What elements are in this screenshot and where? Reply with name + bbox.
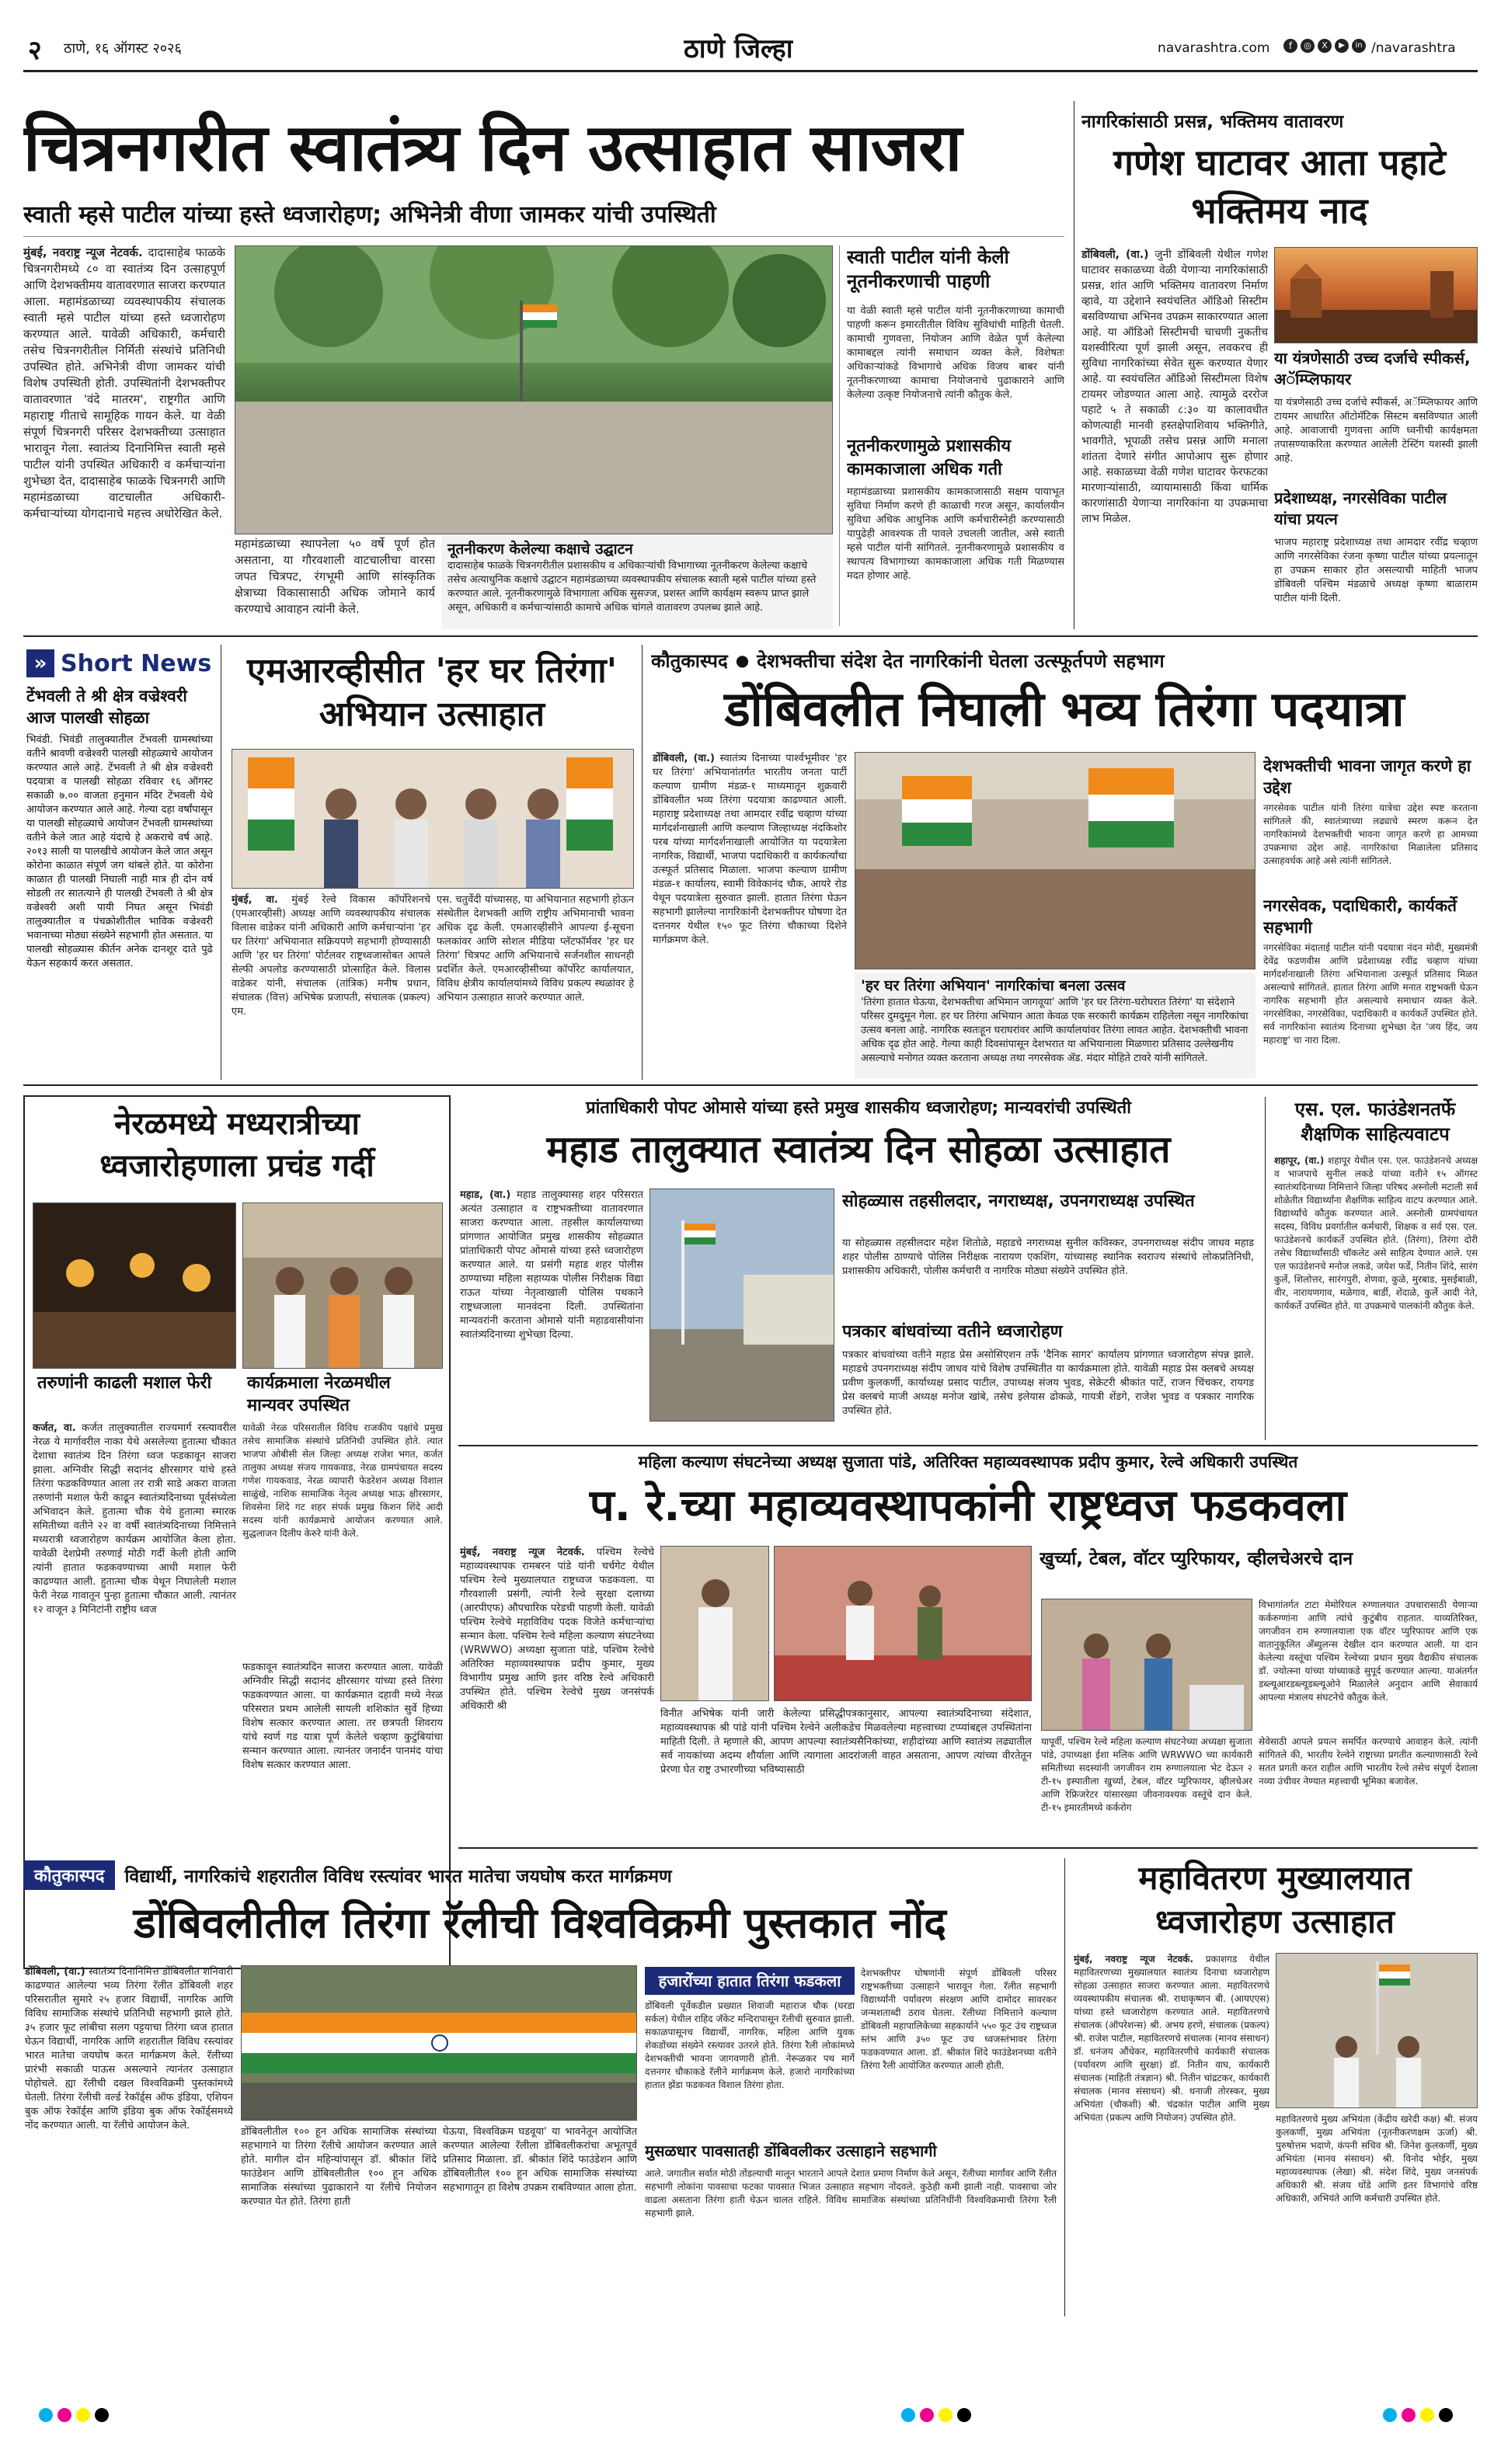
short-news-head: टेंभवली ते श्री क्षेत्र वज्रेश्वरी आज पालखी सोहळा [26,687,187,727]
lead-subhead: स्वाती म्हसे पाटील यांच्या हस्ते ध्वजारोहण; अभिनेत्री वीणा जामकर यांची उपस्थिती [23,201,716,228]
linkedin-icon[interactable]: in [1352,39,1366,53]
ganesh-sub-1: या यंत्रणेसाठी उच्च दर्जाचे स्पीकर्स, अॅम्प्लिफायर [1274,349,1471,388]
mahad-sub-2-text: पत्रकार बांधवांच्या वतीने महाड प्रेस असोसिएशन तर्फे 'दैनिक सागर' कार्यालय प्रांगणात ध्वजारोहण संपन्न झाले. महाडचे उपनगराध्यक्ष संदीप जाधव यांचे विशेष उपस्थितीत या कार्यक्रमाला होते. यावेळी महाड प्रेस क्लबचे अध्यक्ष प्रवीण कुलकर्णी, कार्याध्यक्ष प्रसाद पाटील, उपाध्यक्ष संजय भुवड, सेक्रेटरी श्रीकांत पार्टे, राजन चिंचकर, रायगड प्रेस क्लबचे माजी अध्यक्ष मनोज खांबे, तसेच इलेयास ढोकळे, गायत्री शेंडगे, राजेश भुवड व पत्रकार नागरिक उपस्थित होते. [842,1349,1254,1417]
rally-banner: हजारोंच्या हातात तिरंगा फडकला [645,1967,855,1995]
wr-sub-text-3: सेवेसाठी आपले प्रयत्न समर्पित करण्याचे आवाहन केले. त्यांनी सांगितले की, भारतीय रेल्वेने राष्ट्राच्या प्रगतीत कल्याणासाठी रेल्वे सतत प्रगती करत राहील आणि भारतीय रेल्वे तसेच संपूर्ण देशाला नव्या उंचीवर नेण्यात महत्त्वाची भूमिका बजावेल. [1259,1736,1478,1787]
yatra-caption [855,973,1255,1078]
yellow-mark [1420,2408,1434,2422]
ganesh-body: जुनी डोंबिवली येथील गणेश घाटावर सकाळच्या वेळी येणाऱ्या नागरिकांसाठी प्रसन्न, शांत आणि भक्तिमय वातावरण निर्माण व्हावे, या उद्देशाने स्वयंचलित ऑडिओ सिस्टीम बसविण्याचा अभिनव उपक्रम साकारण्यात आला आहे. या ऑडिओ सिस्टीमची चाचणी नुकतीच यशस्वीरित्या पूर्ण झाली असून, लवकरच ही सुविधा नागरिकांच्या सेवेत सुरू करण्यात येणार आहे. या स्वयंचलित ऑडिओ सिस्टीमला विशेष टायमर जोडण्यात आला आहे. त्यामुळे दररोज पहाटे ५ ते सकाळी ८:३० या कालावधीत कोणत्याही मानवी हस्तक्षेपाशिवाय भक्तिगीते, भावगीते, भूपाळी तसेच प्रसन्न आणि मनाला शांतता देणारे संगीत आपोआप सुरू होणार आहे. सकाळच्या वेळी गणेश घाटावर फेरफटका मारणाऱ्यांसाठी, व्यायामासाठी किंवा धार्मिक कारणांसाठी येणाऱ्या नागरिकांना या उपक्रमाचा लाभ मिळेल. [1081,249,1268,525]
page-header [0,0,1501,75]
double-chevron-icon: » [26,649,54,677]
wr-dateline: मुंबई, नवराष्ट्र न्यूज नेटवर्क. [460,1547,585,1558]
site-url[interactable]: navarashtra.com [1158,40,1270,56]
crowd-illustration [235,246,833,534]
short-news-text: भिवंडी. भिवंडी तालुक्यातील टेंभवली ग्रामस्थांच्या वतीने श्रावणी वज्रेश्वरी पालखी सोहळ्याचे आयोजन करण्यात आले आहे. टेंभवली ते श्री क्षेत्र वज्रेश्वरी पदयात्रा व पालखी सोहळा रविवार १६ ऑगस्ट सकाळी ७.०० वाजता हनुमान मंदिर टेंभवली येथे आयोजन करण्यात आले आहे. गेल्या दहा वर्षांपासून या पालखी सोहळ्याचे आयोजन टेंभवली ग्रामस्थांच्या वतीने केले जात आहे यंदाचे हे अकराचे वर्ष आहे. २०१३ साली या पालखीचे आयोजन केले जात असून कोरोना काळात संपूर्ण जग थांबले होते. या कोरोना काळात ही पालखी निघाली नाही मात्र ही दोन वर्ष सोडली तर सातत्याने ही पालखी टेंभवली ते श्री क्षेत्र वज्रेश्वरी अशी पायी निघत असून भिवंडी तालुक्यातील व पंचक्रोशीतील भाविक वज्रेश्वरी भवानाच्या मोठ्या संख्येने सहभागी होत असतात. या पालखी सोहळ्यास कीर्तन अनेक दानशूर दाते पुढे येऊन सहकार्य करत असतात. [26,734,213,969]
parade-illustration [775,1547,1032,1701]
neral-photo-1 [33,1202,236,1369]
wr-text-2: विनीत अभिषेक यांनी जारी केलेल्या प्रसिद्धीपत्रकानुसार, आपल्या स्वातंत्र्यदिनाच्या संदेशात, महाव्यवस्थापक श्री पांडे यांनी पश्चिम रेल्वेने अलीकडेच मिळवलेल्या महत्त्वाच्या टप्प्यांबद्दल उपस्थितांना माहिती दिली. ते म्हणाले की, आपण आपल्या स्वातंत्र्यसैनिकांच्या, शहीदांच्या आणि स्वातंत्र्य लढ्यातील सर्व नायकांच्या अदम्य शौर्याला आणि त्यागाला आदरांजली वाहत असताना, आपण त्यांच्या वीरतेतून प्रेरणा घेत राष्ट्र उभारणीच्या भविष्यासाठी [660,1708,1032,1776]
facebook-icon[interactable]: f [1283,39,1297,53]
donation-illustration [1042,1599,1252,1731]
mahad-body: महाड तालुक्यासह शहर परिसरात अत्यंत उत्साहात व राष्ट्रभक्तीच्या वातावरणात साजरा करण्यात आला. तहसील कार्यालयाच्या प्रांगणात आयोजित प्रमुख शासकीय सोहळ्यात प्रांताधिकारी पोपट ओमासे यांच्या हस्ते ध्वजारोहण करण्यात आले. या प्रसंगी महाड शहर पोलीस ठाण्याच्या महिला सहाय्यक पोलीस निरीक्षक विद्या राऊत यांच्या नेतृत्वाखाली पोलिस पथकाने राष्ट्रध्वजाला मानवंदना दिली. उपस्थितांना मान्यवरांनी करताना ओमासे यांनी महाडवासीयांना स्वातंत्र्यदिनाच्या शुभेच्छा दिल्या. [460,1189,643,1341]
shahapur-body: शहापूर येथील एस. एल. फाउंडेशनचे अध्यक्ष व भाजपाचे सुनील लकडे यांच्या वतीने १५ ऑगस्ट स्वातंत्र्यदिनाच्या निमित्ताने जिल्हा परिषद अस्नोली मटाली सर्व शोळेतीत विद्यार्थ्यांना शैक्षणिक साहित्य वाटप करण्यात आले. विद्यार्थ्यांचे कौतुक करण्यात आले. अस्नोली ग्रामपंचायत सदस्य, विविध प्रवर्गातील कर्मचारी, शिक्षक व सर्व एस. एल. फाउंडेशनचे कार्यकर्ते उपस्थित होते. (तिरंगा), तिरंगा दोरी तसेच विद्यार्थ्यांसाठी चॉकलेट असे साहित्य देण्यात आले. एस एल फाउंडेशनचे मनोज लकडे, जयेश फर्डे, नितीन शिंदे, सारंग कुर्ले, शिलोत्तर, सारंगपुरी, शेणवा, कुळे, मुरबाड, मुसईबाळी, वीर, नारायणगाव, मळेगाव, बार्डी, शेंदाळे, कुर्ले आदी नेते, कार्यकर्ते उपस्थित होते. या उपक्रमाचे पालकांनी कौतुक केले. [1274,1155,1478,1311]
ganesh-kicker: नागरिकांसाठी प्रसन्न, भक्तिमय वातावरण [1081,112,1344,132]
wr-photo-2 [774,1546,1032,1701]
rally-illustration [855,753,1255,969]
yatra-text [653,752,847,1078]
shahapur-text [1274,1154,1478,1437]
social-icons [1283,39,1367,57]
mrvc-headline: एमआरव्हीसीत 'हर घर तिरंगा' अभियान उत्साहात [246,651,618,734]
lead-headline: चित्रनगरीत स्वातंत्र्य दिन उत्साहात साजरा [23,110,962,186]
mahavitaran-flag-illustration [1276,1954,1478,2108]
mrvc-body-1: मुंबई रेल्वे विकास कॉर्पोरेशनचे (एमआरव्हीसी) अध्यक्ष आणि व्यवस्थापकीय संचालक विलास वाडेकर यांनी अधिकारी आणि कर्मचाऱ्यांना 'हर घर तिरंगा' अभियानात सक्रियपणे सहभागी होण्यासाठी आणि 'हर घर तिरंगा' पोर्टलवर राष्ट्रध्वजासोबत आपले सेल्फी अपलोड करण्यासाठी प्रोत्साहित केले. विलास वाडेकर यांनी, संचालक (तांत्रिक) मनीष प्रधान, संचालक (वित्त) अभिषेक प्रजापती, संचालक (प्रकल्प) एम. [232,894,430,1018]
social-handle[interactable]: /navarashtra [1371,40,1456,56]
dignitaries-illustration [243,1203,443,1369]
mahad-sub-1-text: या सोहळ्यास तहसीलदार महेश शितोळे, महाडचे नगराध्यक्ष सुनील कविस्कर, उपनगराध्यक्ष संदीप जाधव महाड शहर पोलीस ठाण्याचे पोलिस निरीक्षक नारायण एकशिंग, यांच्यासह स्थानिक स्वराज्य संस्थांचे लोकप्रतिनिधी, प्रशासकीय अधिकारी, पोलीस कर्मचारी व नागरिक मोठ्या संख्येने उपस्थित होते. [842,1237,1254,1277]
rally-right-text: देशभक्तीपर घोषणांनी संपूर्ण डोंबिवली परिसर राष्ट्रभक्तीच्या उत्साहाने भारावून गेला. रॅलीत सहभागी विद्यार्थ्यांनी पर्यावरण संरक्षण आणि दामोदर सावरकर जन्मशताब्दी ठराव घेतला. रॅलीच्या निमित्ताने कल्याण डोंबिवली महापालिकेच्या सहकार्याने ५५० फूट उंच राष्ट्रध्वज स्तंभ आणि ३५० फूट उच ध्वजस्तंभावर तिरंगा फडकवण्यात आला. डॉ. श्रीकांत शिंदे फाउंडेशनच्या वतीने तिरंगा रैली आयोजित करण्यात आली होती. [861,1968,1057,2071]
neral-body-1: कर्जत तालुक्यातील राज्यमार्ग रस्त्यावरील नेरळ ये मार्गावरील नाका येथे असलेल्या हुतात्मा चौकात देशाचा स्वातंत्र्य दिन तिरंगा ध्वज फडकावून साजरा झाला. अग्निवीर सिद्धी सदानंद क्षीरसागर यांचे हस्ते तिरंगा फडकविण्यात आला तर रात्री साडे अकरा वाजता तरुणांनी मशाल फेरी काढून स्वातंत्र्यदिनाच्या पूर्वसंध्येला अभिवादन केले. हुतात्मा चौक येथे हुतात्मा स्मारक समितीच्या वतीने २२ वा वर्षी स्वातंत्र्यदिनाच्या निमित्ताने मध्यरात्री ध्वजारोहण कार्यक्रम आयोजित केला होता. यावेळी देशप्रेमी तरुणाई मोठी गर्दी केली होती आणि त्यांनी हातात फडकवण्याच्या आधी मशाल फेरी काढण्यात आली. हुतात्मा चौक येथून निघालेली मशाल फेरी नेरळ गावातून पुन्हा हुतात्मा चौकात आली. त्यानंतर १२ वाजून ३ मिनिटांनी राष्ट्रीय ध्वज [33,1422,236,1616]
rally-mid-text: डोंबिवली पूर्वेकडील प्रख्यात शिवाजी महाराज चौक (घरडा सर्कल) येथील राहिद जॅकेट मन्दिरापासून रॅलीची सुरुवात झाली. सकाळपासूनच विद्यार्थी, नागरिक, महिला आणि युवक शेकडोंच्या संख्येने रस्त्यावर उतरले होते. तिरंगा रैली लोकांमध्ये देशभक्तीची भावना जागवणारी होती. नेरूळकर पथ मार्गे दत्तनगर चौकाकडे रॅलीने मार्गक्रमण केले. हजारो नागरिकांच्या हातात झेंडा फडकवत विशाल तिरंगा होता. [645,2000,855,2090]
mahavitaran-text [1074,1953,1269,2310]
lead-column-2: महामंडळाच्या स्थापनेला ५० वर्षे पूर्ण होत असताना, या गौरवशाली वाटचालीचा वारसा जपत चित्रपट, रंगभूमी आणि सांस्कृतिक क्षेत्राच्या विकासासाठी अधिक जोमाने कार्य करण्याचे आवाहन त्यांनी केले. [235,537,435,616]
lead-photo-caption-title: नूतनीकरण केलेल्या कक्षाचे उद्घाटन [448,541,633,558]
ganesh-sub-2: प्रदेशाध्यक्ष, नगरसेविका पाटील यांचा प्रयत्न [1274,489,1447,528]
lead-side-text-2: महामंडळाच्या प्रशासकीय कामकाजासाठी सक्षम पायाभूत सुविधा निर्माण करणे ही काळाची गरज असून, कार्यालयीन सुविधा अधिक आधुनिक आणि कर्मचारीस्नेही करण्यासाठी यापुढेही आवश्यक ती पावले उचलली जातील, असे स्वाती म्हसे पाटील यांनी सांगितले. नूतनीकरणामुळे प्रशासकीय व स्थापत्य विभागाच्या कामकाजाला अधिक गती मिळण्यास मदत होणार आहे. [847,486,1064,582]
mahavitaran-headline: महावितरण मुख्यालयात ध्वजारोहण उत्साहात [1138,1859,1412,1940]
yatra-caption-title: 'हर घर तिरंगा अभियान' नागरिकांचा बनला उत्सव [861,977,1126,994]
lead-photo-caption-text: दादासाहेब फाळके चित्रनगरीतील प्रशासकीय व अधिकाऱ्यांची विभागाच्या नूतनीकरण केलेल्या कक्षाचे तसेच अत्याधुनिक कक्षाचे उद्घाटन महामंडळाच्या व्यवस्थापकीय संचालक स्वाती म्हसे पाटील यांच्या हस्ते करण्यात आले. नूतनीकरणामुळे विभागाला अधिक सुसज्ज, प्रशस्त आणि कार्यक्षम स्वरूप प्राप्त झाले असून, अधिकारी व कर्मचाऱ्यांसाठी कामाचे अधिक चांगले वातावरण उपलब्ध झाले आहे. [448,560,817,614]
header-rule [23,70,1478,72]
wr-photo-3 [1041,1599,1252,1731]
mrvc-dateline: मुंबई, वा. [232,894,278,906]
neral-caption-2: कार्यक्रमाला नेरळमधील मान्यवर उपस्थित [247,1373,391,1415]
ganesh-text [1081,247,1268,635]
rally-subhead: विद्यार्थी, नागरिकांचे शहरातील विविध रस्त्यांवर भारत मातेचा जयघोष करत मार्गक्रमण [124,1867,672,1887]
yatra-kicker: कौतुकास्पद [651,649,728,672]
lead-dateline: मुंबई, नवराष्ट्र न्यूज नेटवर्क. [23,245,143,259]
neral-text-2: यावेळी नेरळ परिसरातील विविध राजकीय पक्षांचे प्रमुख तसेच सामाजिक संस्थांचे प्रतिनिधी उपस्थित होते. त्यात भाजपा ओबीसी सेल जिल्हा अध्यक्ष राजेश भगत, कर्जत तालुका अध्यक्ष संजय गायकवाड, नेरळ ग्रामपंचायत सदस्य गणेश गायकवाड, नेरळ व्यापारी फेडरेशन अध्यक्ष विशाल साळुंखे, नाशिक सामाजिक नेतृत्व अध्यक्ष भाऊ क्षीरसागर, शिवसेना शिंदे गट शहर संपर्क प्रमुख किशन शिंदे आदी सदस्य यांनी कार्यक्रमाचे आयोजन करण्यात आले. सुद्धलाजन दिलीप केरुरे यांनी केले. [242,1422,443,1539]
section-title: ठाणे जिल्हा [684,33,793,64]
lead-side-head-1: स्वाती पाटील यांनी केली नूतनीकरणाची पाहणी [847,246,1009,292]
cyan-mark [39,2408,53,2422]
yatra-headline: डोंबिवलीत निघाली भव्य तिरंगा पदयात्रा [724,680,1405,737]
bullet-icon: ● [735,651,750,670]
rally-kicker-bar [23,1858,1057,1892]
torch-rally-illustration [33,1203,236,1369]
wr-headline: प. रे.च्या महाव्यवस्थापकांनी राष्ट्रध्वज फडकवला [589,1481,1347,1531]
registration-marks-left [39,2408,132,2427]
cyan-mark [901,2408,915,2422]
registration-marks-center [901,2408,994,2427]
x-icon[interactable]: X [1318,39,1332,53]
black-mark [957,2408,971,2422]
registration-marks-right [1383,2408,1476,2427]
mahavitaran-dateline: मुंबई, नवराष्ट्र न्यूज नेटवर्क. [1074,1954,1193,1965]
mahavitaran-photo [1276,1953,1478,2108]
rally-headline: डोंबिवलीतील तिरंगा रॅलीची विश्वविक्रमी पुस्तकात नोंद [134,1898,946,1947]
ganesh-dateline: डोंबिवली, (वा.) [1081,249,1149,261]
yatra-caption-text: 'तिरंगा हातात घेऊया, देशभक्तीचा अभिमान जागवूया' आणि 'हर घर तिरंगा-घरोघरात तिरंगा' या संदेशाने परिसर दुमदुमून गेला. हर घर तिरंगा अभियान आता केवळ एक सरकारी कार्यक्रम राहिलेला नसून नागरिकांचा उत्सव बनला आहे. नागरिक स्वतःहून घराघरांवर आणि कार्यालयांवर तिरंगा लावत आहेत. देशभक्तीची भावना अधिक दृढ होत आहे. गेल्या काही दिवसांपासून देशभरात या अभियानाला मिळणारा प्रतिसाद उल्लेखनीय असल्याचे मनोगत व्यक्त करताना अध्यक्ष तथा नगरसेवक ॲड. मंदार मोहिते टावरे यांनी सांगितले. [861,997,1249,1064]
yatra-kicker-bar [651,645,1478,676]
ghat-illustration [1275,248,1478,343]
lead-side-head-2: नूतनीकरणामुळे प्रशासकीय कामकाजाला अधिक गती [847,437,1012,479]
page-number: २ [28,35,42,66]
rally-photo-text: डोंबिवलीतील १०० हून अधिक सामाजिक संस्थांच्या सहभागाने या तिरंगा रॅलीचे आयोजन करण्यात आले होते. मागील दोन महिन्यांपासून डॉ. श्रीकांत शिंदे फाउंडेशन आणि डोंबिवलीतील १०० हून अधिक सामाजिक संस्थांच्या पुढाकाराने या रॅलीचे नियोजन करण्यात येत होते. तिरंगा हाती [241,2126,437,2208]
lead-column-1 [23,245,225,664]
lead-photo [235,245,833,534]
flag-hoisting-illustration [650,1189,834,1422]
yatra-sub-2-text: नगरसेविका मंदाताई पाटील यांनी पदयात्रा नंदन मोदी, मुख्यमंत्री देवेंद्र फडणवीस आणि प्रदेशाध्यक्ष रवींद्र चव्हाण यांच्या मार्गदर्शनाखाली तिरंगा अभियानाला उत्स्फूर्त प्रतिसाद मिळत असल्याचे सांगितले. हातात तिरंगा आणि मनात राष्ट्रभक्ती घेऊन नागरिक सहभागी होत असल्याचे समाधान व्यक्त केले. नगरसेविका, नगरसेविका, पदाधिकारी व कार्यकर्ते उपस्थित होते. सर्व नागरिकांना स्वातंत्र्य दिनाच्या शुभेच्छा देत 'जय हिंद, जय महाराष्ट्र' चा नारा दिला. [1263,942,1478,1046]
wr-sub-text: विभागांतर्गत टाटा मेमोरियल रुग्णालयात उपचारासाठी येणाऱ्या कर्करुग्णांना आणि त्यांचे कुटुंबीय राहतात. याव्यतिरिक्त, जगजीवन राम रुग्णालयाला एक वॉटर प्युरिफायर आणि एक वातानुकूलित अँब्युलन्स देखील दान करण्यात आली. या दान केलेल्या वस्तूंचा पश्चिम रेल्वेच्या प्रधान मुख्य वैद्यकीय संचालक डॉ. ज्योत्स्ना यांच्या यांच्याकडे सुपूर्द करण्यात आल्या. याअंतर्गत डब्ल्यूआरडब्ल्यूडब्ल्यूओने मिळालेले अनुदान आणि सेवाकार्य आपल्या मंत्रालय संघटनेचे कौतुक केले. [1259,1599,1478,1703]
black-mark [1439,2408,1453,2422]
wr-text [460,1546,654,1841]
mrvc-photo [232,749,634,889]
wr-kicker: महिला कल्याण संघटनेच्या अध्यक्ष सुजाता पांडे, अतिरिक्त महाव्यवस्थापक प्रदीप कुमार, रेल्वे अधिकारी उपस्थित [638,1453,1298,1471]
wr-sub-text-2: यापूर्वी, पश्चिम रेल्वे महिला कल्याण संघटनेच्या अध्यक्षा सुजाता पांडे, उपाध्यक्षा ईशा मलिक आणि WRWWO च्या कार्यकारी समितीच्या सदस्यांनी जगजीवन राम रुग्णालयाला भेट देऊन २ टी-१५ इस्पातीला खुर्च्या, टेबल, वॉटर प्युरिफायर, व्हीलचेअर आणि रेफ्रिजरेटर यांसारख्या जीवनावश्यक वस्तूंचे दान केले. टी-१५ इमारतीमध्ये कर्करोग [1041,1736,1252,1813]
mrvc-text-1 [232,893,430,1077]
mahavitaran-body: प्रकाशगड येथील महावितरणच्या मुख्यालयात स्वातंत्र्य दिनाचा ध्वजारोहण सोहळा उत्साहात साजरा करण्यात आला. महावितरणचे व्यवस्थापकीय संचालक श्री. राधाकृष्णन बी. (आयएएस) यांच्या हस्ते ध्वजारोहण करण्यात आले. महावितरणचे संचालक (ऑपरेशन्स) श्री. अभय हरणे, संचालक (प्रकल्प) श्री. राजेश पाटील, महावितरणचे संचालक (मानव संसाधन) डॉ. धनंजय औंधेकर, महावितरणीचे कार्यकारी संचालक (पर्यावरण आणि सुरक्षा) डॉ. नितीन वाघ, कार्यकारी संचालक (माहिती तंत्रज्ञान) श्री. नितीन चांद्रटकर, कार्यकारी संचालक (मानव संसाधन) श्री. धनाजी तोरस्कर, मुख्य अभियंता (चौकशी) श्री. चंद्रकांत पाटील आणि मुख्य अभियंता (प्रकल्प आणि नियोजन) उपस्थित होते. [1074,1954,1269,2123]
yatra-subhead: देशभक्तीचा संदेश देत नागरिकांनी घेतला उत्स्फूर्तपणे सहभाग [757,649,1165,672]
mahad-dateline: महाड, (वा.) [460,1189,511,1201]
magenta-mark [57,2408,71,2422]
yatra-sub-2: नगरसेवक, पदाधिकारी, कार्यकर्ते सहभागी [1263,896,1457,937]
neral-headline: नेरळमध्ये मध्यरात्रीच्या ध्वजारोहणाला प्रचंड गर्दी [99,1106,374,1184]
ganesh-sub-1-text: या यंत्रणेसाठी उच्च दर्जाचे स्पीकर्स, अॅम्प्लिफायर आणि टायमर आधारित ऑटोमॅटिक सिस्टम बसविण्यात आली आहे. आवाजाची गुणवत्ता आणि ध्वनीची कार्यक्षमता तपासण्याकरिता करण्यात आलेली टेस्टिंग यशस्वी झाली आहे. [1274,397,1478,465]
yatra-sub-1: देशभक्तीची भावना जागृत करणे हा उद्देश [1263,757,1471,797]
officials-illustration [232,750,634,889]
yellow-mark [76,2408,90,2422]
lead-side-text-1: या वेळी स्वाती म्हसे पाटील यांनी नूतनीकरणाच्या कामाची पाहणी करून इमारतीतील विविध सुविधांची माहिती घेतली. कामाची गुणवत्ता, नियोजन आणि वेळेत पूर्ण केलेल्या कामाबद्दल त्यांनी समाधान व्यक्त केले. विशेषतः अधिकाऱ्यांकडे विभागाचे अधिक विजय बाबर यांनी नूतनीकरणाच्या कामाचा नियोजनाचे पुढाकाराने आणि केलेल्या उत्कृष्ट नियोजनाचे त्यांनी कौतुक केले. [847,305,1064,401]
short-news-title: Short News [61,649,212,677]
yatra-sub-1-text: नगरसेवक पाटील यांनी तिरंगा यात्रेचा उद्देश स्पष्ट करताना सांगितले की, स्वातंत्र्याच्या लढ्याचे स्मरण करून देत नागरिकांमध्ये देशभक्तीची भावना जागृत करणे हा आमच्या उपक्रमाचा उद्देश आहे. नागरिकांचा मिळालेला प्रतिसाद उत्साहवर्धक आहे असे त्यांनी सांगितले. [1263,802,1478,866]
shahapur-dateline: शहापूर, (वा.) [1274,1155,1325,1166]
wr-body: पश्चिम रेल्वेचे महाव्यवस्थापक रामबरन पांडे यांनी चर्चगेट येथील पश्चिम रेल्वे मुख्यालयात राष्ट्रध्वज फडकवला. या गौरवशाली प्रसंगी, त्यांनी रेल्वे सुरक्षा दलाच्या (आरपीएफ) औपचारिक परेडची पाहणी केली. यावेळी पश्चिम रेल्वेचे महाविविध पदक विजेते कर्मचाऱ्यांचा सन्मान केला. पश्चिम रेल्वे महिला कल्याण संघटनेच्या (WRWWO) अध्यक्षा सुजाता पांडे, पश्चिम रेल्वेचे अतिरिक्त महाव्यवस्थापक प्रदीप कुमार, मुख्य विभागीय प्रमुख आणि इतर वरिष्ठ रेल्वे अधिकारी उपस्थित होते. पश्चिम रेल्वेचे मुख्य जनसंपर्क अधिकारी श्री [460,1547,654,1712]
rally-mid-sub: मुसळधार पावसातही डोंबिवलीकर उत्साहाने सहभागी [645,2142,937,2160]
mahad-sub-2: पत्रकार बांधवांच्या वतीने ध्वजारोहण [842,1322,1063,1342]
short-news-badge [26,648,213,679]
mrvc-text-2: एस. चतुर्वेदी यांच्यासह, या अभियानात सहभागी होऊन संस्थेतील देशभक्ती आणि राष्ट्रीय अभिमानाची भावना अधिक दृढ केली. एमआरव्हीसीने आपल्या ई-सूचना फलकांवर आणि सोशल मीडिया प्लॅटफॉर्मवर 'हर घर तिरंगा' चित्रपट आणि अभियानाचे सर्जनशील साधनही प्रदर्शित केले. एमआरव्हीसीच्या कॉर्पोरेट कार्यालयात, विविध क्षेत्रीय कार्यालयांमध्ये विविध प्रकल्प स्थळांवर हे अभियान उत्साहात साजरे करण्यात आले. [437,894,634,1004]
rally-photo-text-2: घेऊया, विश्वविक्रम घडवूया' या भावनेतून आयोजित करण्यात आलेल्या रॅलीला डोंबिवलीकरांचा अभूतपूर्व प्रतिसाद मिळाला. डॉ. श्रीकांत शिंदे फाउंडेशन आणि डोंबिवलीतील १०० हून अधिक सामाजिक संस्थांच्या सहभागातून हा विशेष उपक्रम राबविण्यात आला होता. [443,2126,637,2194]
neral-text-3: फडकावून स्वातंत्र्यदिन साजरा करण्यात आला. यावेळी अग्निवीर सिद्धी सदानंद क्षीरसागर यांच्या हस्ते तिरंगा फडकवण्यात आला. या कार्यक्रमात दहावी मध्ये नेरळ परिसरात प्रथम आलेली सायली शशिकांत सुर्वे हिच्या विशेष सत्कार करण्यात आला. तर छत्रपती शिवराय यांचे स्वर्ण गड यात्रा पूर्ण केलेले चव्हाण कुटुंबियांचा सन्मान करण्यात आला. त्यानंतर जनार्दन पानमंद यांचा विशेष सत्कार करण्यात आला. [242,1662,443,1771]
rally-mid-sub-text: आले. जगातील सर्वात मोठी तोंडल्याची मालून भारताने आपले देशात प्रमाण निर्माण केले असून, रॅलीच्या मार्गांवर आणि रॅलीत सहभागी लोकांना पावसाचा फटका पावसात भिजत उत्साहात सहभाग नोंदवले. कुठेही कमी झाली नाही. पावसाचा जोर वाढला असताना तिरंगा हाती घेऊन चालत राहिले. विविध सामाजिक संस्थांच्या प्रतिनिधींनी विश्वविक्रमाची तिरंगा रैली सहभागी झाले. [645,2168,1057,2219]
youtube-icon[interactable]: ▶ [1335,39,1349,53]
neral-caption-1: तरुणांनी काढली मशाल फेरी [37,1373,212,1393]
tricolour-rally-illustration [242,1966,637,2121]
mahad-kicker: प्रांताधिकारी पोपट ओमासे यांच्या हस्ते प्रमुख शासकीय ध्वजारोहण; मान्यवरांची उपस्थिती [586,1098,1131,1118]
neral-photo-2 [242,1202,443,1369]
wr-photo-1 [660,1546,769,1701]
mahad-sub-1: सोहळ्यास तहसीलदार, नगराध्यक्ष, उपनगराध्यक्ष उपस्थित [842,1192,1195,1211]
rally-text [25,1965,233,2307]
magenta-mark [920,2408,934,2422]
ganesh-headline: गणेश घाटावर आता पहाटे भक्तिमय नाद [1113,141,1446,231]
wr-sub: खुर्च्या, टेबल, वॉटर प्युरिफायर, व्हीलचेअरचे दान [1040,1549,1353,1569]
yatra-body: स्वातंत्र्य दिनाच्या पार्श्वभूमीवर 'हर घर तिरंगा' अभियानांतर्गत भारतीय जनता पार्टी कल्याण ग्रामीण मंडळ-१ माध्यमातून शुक्रवारी डोंबिवलीत भव्य तिरंगा पदयात्रा काढण्यात आली. महाराष्ट्र प्रदेशाध्यक्ष तथा आमदार रवींद्र चव्हाण यांच्या मार्गदर्शनाखाली आणि कल्याण जिल्हाध्यक्ष नंदकिशोर परब यांच्या मार्गदर्शनाखाली आयोजित या पदयात्रेला नागरिक, विद्यार्थी, भाजपा पदाधिकारी व कार्यकर्त्यांचा उत्स्फूर्त प्रतिसाद मिळाला. भाजपा कल्याण ग्रामीण मंडळ-१ कार्यालय, स्वामी विवेकानंद चौक, आयरे रोड येथून पदयात्रेला सुरुवात झाली. हातात तिरंगा घेऊन सहभागी झालेल्या नागरिकांनी देशभक्तीपर घोषणा देत दत्तनगर येथील १५० फूट तिरंगा चौकाच्या दिशेने मार्गक्रमण केले. [653,753,847,946]
mahad-headline: महाड तालुक्यात स्वातंत्र्य दिन सोहळा उत्साहात [546,1128,1171,1171]
shahapur-headline: एस. एल. फाउंडेशनतर्फे शैक्षणिक साहित्यवाटप [1294,1098,1456,1145]
rally-photo [241,1965,637,2121]
yellow-mark [939,2408,952,2422]
rally-body: स्वातंत्र्य दिनानिमित्त डोंबिवलीत शनिवारी काढण्यात आलेल्या भव्य तिरंगा रॅलीत डोंबिवली शहर परिसरातील सुमारे २५ हजार विद्यार्थी, नागरिक आणि विविध सामाजिक संस्थांचे प्रतिनिधी सहभागी झाले होते. ३५ हजार फूट लांबीचा सलग पट्टयाचा तिरंगा ध्वज हातात घेऊन विद्यार्थी, नागरिक आणि शहरातील विविध रस्त्यांवर भारत मातेचा जयघोष करत मार्गक्रमण केले. रॅलीच्या प्रारंभी सकाळी पाऊस असल्याने त्यानंतर उत्साहात पोहोचले. ह्या रॅलीची दखल विश्वविक्रमी पुस्तकांमध्ये घेतली. तिरंगा रॅलीची वर्ल्ड रेकॉर्ड्स ऑफ इंडिया, एशियन बुक ऑफ रेकॉर्ड्स आणि इंडिया बुक ऑफ रेकॉर्ड्समध्ये नोंद करण्यात आली. या रॅलीचे आयोजन केले. [25,1966,233,2132]
lead-photo-caption [441,536,833,629]
mahad-text [460,1188,643,1437]
yatra-photo [855,752,1255,969]
rally-dateline: डोंबिवली, (वा.) [25,1966,85,1978]
gm-illustration [661,1547,769,1701]
instagram-icon[interactable]: ◎ [1301,39,1315,53]
neral-dateline: कर्जत, वा. [33,1422,76,1434]
mahavitaran-text-2: महावितरणचे मुख्य अभियंता (केंद्रीय खरेदी कक्ष) श्री. संजय कुलकर्णी, मुख्य अभियंता (नूतनीकरणक्षम ऊर्जा) श्री. पुरुषोत्तम भदाणे, कंपनी सचिव श्री. जिनेश कुलकर्णी, मुख्य अभियंता (मानव संसाधन) श्री. विनोद भोईर, मुख्य महाव्यवस्थापक (लेखा) श्री. संदेश शिंदे, मुख्य जनसंपर्क अधिकारी श्री. संजय धोंडे आणि इतर विभागांचे वरिष्ठ अधिकारी, अभियंते आणि कर्मचारी उपस्थित होते. [1276,2114,1478,2204]
yatra-dateline: डोंबिवली, (वा.) [653,753,715,764]
ganesh-sub-2-text: भाजप महाराष्ट्र प्रदेशाध्यक्ष तथा आमदार रवींद्र चव्हाण आणि नगरसेविका रंजना कृष्णा पाटील यांच्या प्रयत्नातून हा उपक्रम साकार होत असल्याची माहिती भाजप डोंबिवली पश्चिम मंडळाचे अध्यक्ष कृष्णा बाळाराम पाटील यांनी दिली. [1274,537,1478,604]
rally-kicker: कौतुकास्पद [23,1860,115,1890]
mahad-photo [650,1188,834,1422]
ganesh-photo [1274,247,1478,343]
cyan-mark [1383,2408,1397,2422]
black-mark [95,2408,109,2422]
magenta-mark [1402,2408,1416,2422]
lead-text-1: दादासाहेब फाळके चित्रनगरीमध्ये ८० वा स्वातंत्र्य दिन उत्साहपूर्ण आणि देशभक्तीमय वातावरणात साजरा करण्यात आला. महामंडळाच्या व्यवस्थापकीय संचालक स्वाती म्हसे पाटील यांच्या हस्ते ध्वजारोहण करण्यात आले. यावेळी अधिकारी, कर्मचारी तसेच चित्रनगरीतील निर्मिती संस्थांचे प्रतिनिधी उपस्थित होते. अभिनेत्री वीणा जामकर यांची विशेष उपस्थिती होती. उपस्थितांनी देशभक्तीपर वातावरणात 'वंदे मातरम', राष्ट्रगीत आणि महाराष्ट्र गीताचे सामूहिक गायन केले. या वेळी संपूर्ण चित्रनगरी परिसर देशभक्तीच्या उत्साहात भारावून गेला. स्वातंत्र्य दिनानिमित्त स्वाती म्हसे पाटील यांनी उपस्थित अधिकारी व कर्मचाऱ्यांना शुभेच्छा देत, दादासाहेब फाळके चित्रनगरी आणि महामंडळाच्या वाटचालीत अधिकारी-कर्मचाऱ्यांच्या योगदानाचे महत्त्व अधोरेखित केले. [23,245,225,520]
page-date: ठाणे, १६ ऑगस्ट २०२६ [64,40,182,57]
